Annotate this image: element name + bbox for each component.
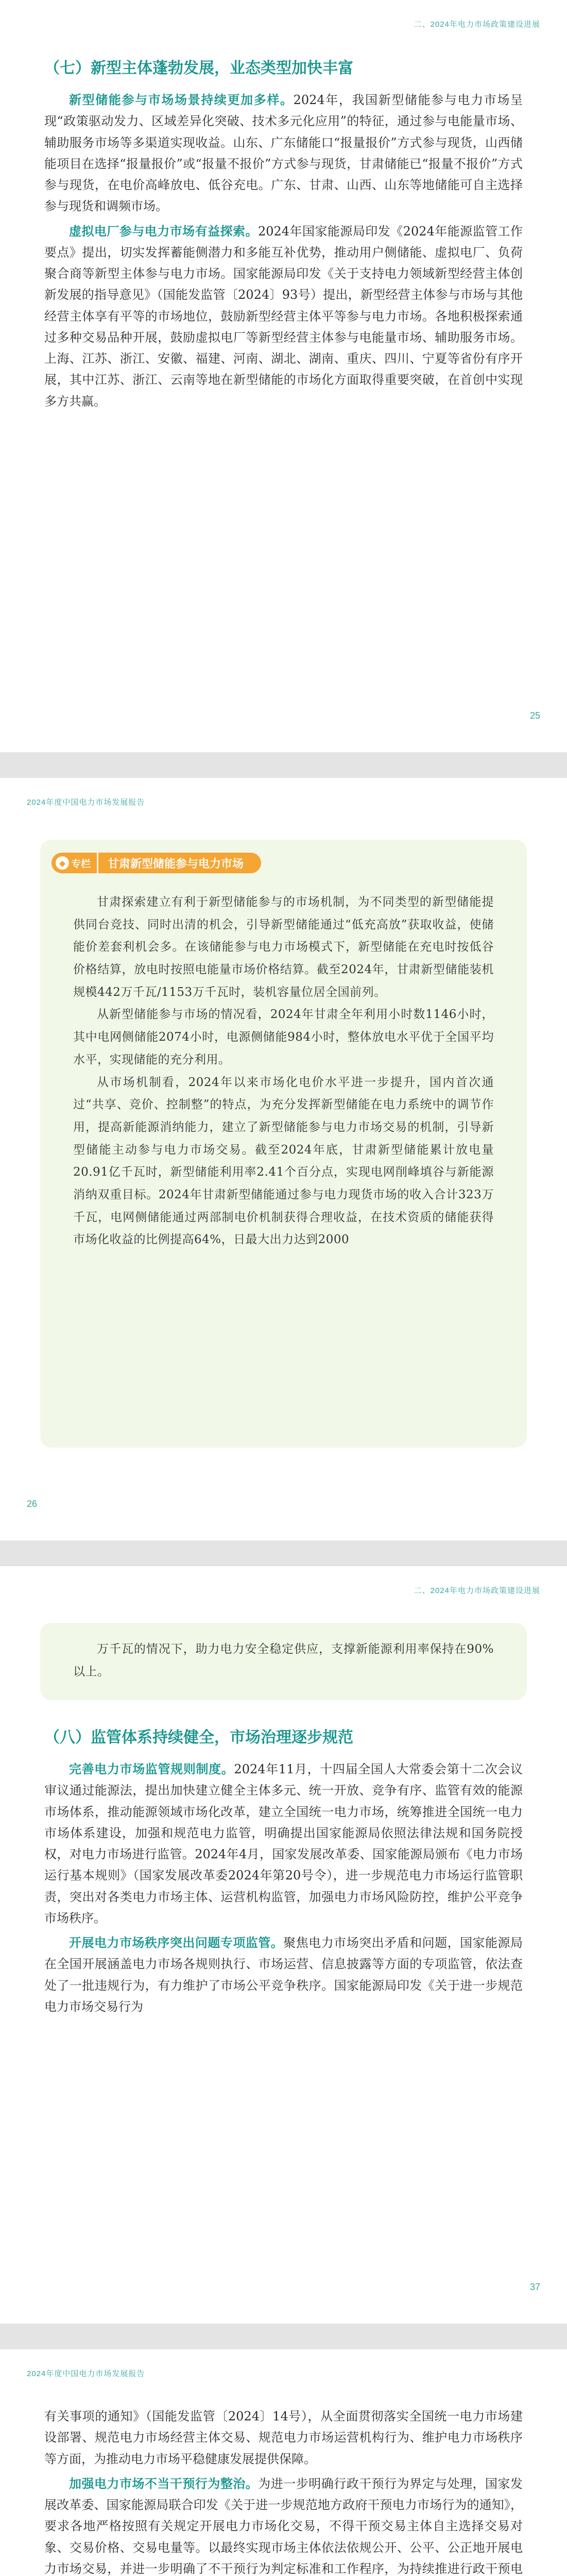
- paragraph: [44, 2473, 523, 2576]
- paragraph-text: 聚焦电力市场突出矛盾和问题，国家能源局在全国开展涵盖电力市场各规则执行、市场运营、信息披露等方面的专项监管，依法查处了一批违规行为，有力维护了市场公平竞争秩序。国家能源局印发《关于进一步规范电力市场交易行为: [44, 1936, 523, 2014]
- running-head: 二、2024年电力市场政策建设进展: [414, 20, 540, 29]
- running-head: 2024年度中国电力市场发展报告: [27, 2369, 145, 2378]
- paragraph: [44, 1758, 523, 1929]
- page-body: [44, 2406, 523, 2576]
- box-title: 甘肃新型储能参与电力市场: [98, 853, 261, 873]
- page-25: [0, 0, 567, 752]
- box-body: [40, 840, 527, 1267]
- paragraph-lead: 虚拟电厂参与电力市场有益探索。: [69, 223, 258, 239]
- page-number: 26: [27, 1499, 38, 1509]
- sidebar-box: [40, 840, 527, 1448]
- box-header: [51, 851, 261, 875]
- box-badge: [51, 853, 97, 873]
- page-number: 25: [529, 710, 540, 721]
- box-paragraph: 甘肃探索建立有利于新型储能参与的市场机制，为不同类型的新型储能提供同台竞技、同时出清的机会，引导新型储能通过“低充高放”获取收益，使储能价差套利机会多。在该储能参与电力市场模式下，新型储能在充电时按低谷价格结算，放电时按照电能量市场价格结算。截至2024年，甘肃新型储能装机规模442万千瓦/1153万千瓦时，装机容量位居全国前列。: [73, 895, 494, 999]
- paragraph: [44, 89, 523, 217]
- box-paragraph: 从新型储能参与市场的情况看，2024年甘肃全年利用小时数1146小时，其中电网侧储能2074小时，电源侧储能984小时，整体放电水平优于全国平均水平，实现储能的充分利用。: [73, 1008, 494, 1066]
- box-paragraph: 从市场机制看，2024年以来市场化电价水平进一步提升，国内首次通过“共享、竞价、控制整”的特点，为充分发挥新型储能在电力系统中的调节作用，提高新能源消纳能力，建立了新型储能参与电力市场交易的机制，引导新型储能主动参与电力市场交易。截至2024年底，甘肃新型储能累计放电量20.91亿千瓦时，新型储能利用率2.41个百分点，实现电网削峰填谷与新能源消纳双重目标。2024年甘肃新型储能通过参与电力现货市场的收入合计323万千瓦，电网侧储能通过两部制电价机制获得合理收益，在技术资质的储能获得市场化收益的比例提高64%，日最大出力达到2000: [73, 1075, 494, 1247]
- paragraph: 有关事项的通知》（国能发监管〔2024〕14号），从全面贯彻落实全国统一电力市场建设部署、规范电力市场经营主体交易、规范电力市场运营机构行为、维护电力市场秩序等方面，为推动电力市场平稳健康发展提供保障。: [44, 2409, 523, 2466]
- paragraph-lead: 新型储能参与市场场景持续更加多样。: [69, 92, 294, 107]
- running-head: 2024年度中国电力市场发展报告: [27, 798, 145, 807]
- box-label: 专栏: [71, 858, 91, 870]
- section-title: （八）监管体系持续健全，市场治理逐步规范: [44, 1728, 353, 1747]
- paragraph-lead: 开展电力市场秩序突出问题专项监管。: [69, 1935, 284, 1951]
- paragraph: [44, 221, 523, 412]
- paragraph-lead: 加强电力市场不当干预行为整治。: [69, 2476, 259, 2491]
- paragraph-text: 为进一步明确行政干预行为界定与处理，国家发展改革委、国家能源局联合印发《关于进一步规范地方政府干预电力市场行为的通知》，要求各地严格按照有关规定开展电力市场化交易，不得干预交易主体自主选择交易对象、交易价格、交易电量等。以最终实现市场主体依法依规公开、公平、公正地开展电力市场交易，并进一步明确了不干预行为判定标准和工作程序，为持续推进行政干预电: [44, 2476, 523, 2576]
- paragraph-text: 2024年，我国新型储能参与电力市场呈现“政策驱动发力、区域差异化突破、技术多元化应用”的特征，通过参与电能量市场、辅助服务市场等多渠道实现收益。山东、广东储能口“报量报价”方式参与现货，山西储能项目在选择“报量报价”或“报量不报价”方式参与现货，甘肃储能已“报量不报价”方式参与现货，在电价高峰放电、低谷充电。广东、甘肃、山西、山东等地储能可自主选择参与现货和调频市场。: [44, 93, 523, 214]
- section-title: （七）新型主体蓬勃发展，业态类型加快丰富: [44, 59, 353, 77]
- page-number: 37: [529, 2282, 540, 2292]
- paragraph: [44, 1932, 523, 2018]
- page-body: [44, 57, 523, 415]
- sidebar-box-continued: [40, 1623, 527, 1700]
- page-38: [0, 2349, 567, 2576]
- running-head: 二、2024年电力市场政策建设进展: [414, 1586, 540, 1595]
- box-body: [40, 1623, 527, 1699]
- page-body: [44, 1726, 523, 2021]
- paragraph-text: 2024年国家能源局印发《2024年能源监管工作要点》提出，切实发挥蓄能侧潜力和多能互补优势，推动用户侧储能、虚拟电厂、负荷聚合商等新型主体参与电力市场。国家能源局印发《关于支持电力领域新型经营主体创新发展的指导意见》（国能发监管〔2024〕93号）提出，新型经营主体参与市场与其他经营主体享有平等的市场地位，鼓励新型经营主体平等参与电力市场。各地积极探索通过多种交易品种开展，鼓励虚拟电厂等新型经营主体参与电能量市场、辅助服务市场。上海、江苏、浙江、安徽、福建、河南、湖北、湖南、重庆、四川、宁夏等省份有序开展，其中江苏、浙江、云南等地在新型储能的市场化方面取得重要突破，在首创中实现多方共赢。: [44, 224, 523, 409]
- page-37: [0, 1566, 567, 2324]
- page-26: [0, 778, 567, 1540]
- box-paragraph: 万千瓦的情况下，助力电力安全稳定供应，支撑新能源利用率保持在90%以上。: [73, 1642, 494, 1679]
- paragraph-text: 2024年11月，十四届全国人大常委会第十二次会议审议通过能源法，提出加快建立健全主体多元、统一开放、竞争有序、监管有效的能源市场体系，推动能源领域市场化改革，建立全国统一电力市场，统筹推进全国统一电力市场体系建设，加强和规范电力监管，明确提出国家能源局依照法律法规和国务院授权，对电力市场进行监管。2024年4月，国家发展改革委、国家能源局颁布《电力市场运行基本规则》（国家发展改革委2024年第20号令），进一步规范电力市场运行监管职责，突出对各类电力市场主体、运营机构监管，加强电力市场风险防控，维护公平竞争市场秩序。: [44, 1762, 523, 1925]
- bookmark-icon: ◆: [56, 856, 69, 870]
- paragraph-lead: 完善电力市场监管规则制度。: [69, 1761, 234, 1776]
